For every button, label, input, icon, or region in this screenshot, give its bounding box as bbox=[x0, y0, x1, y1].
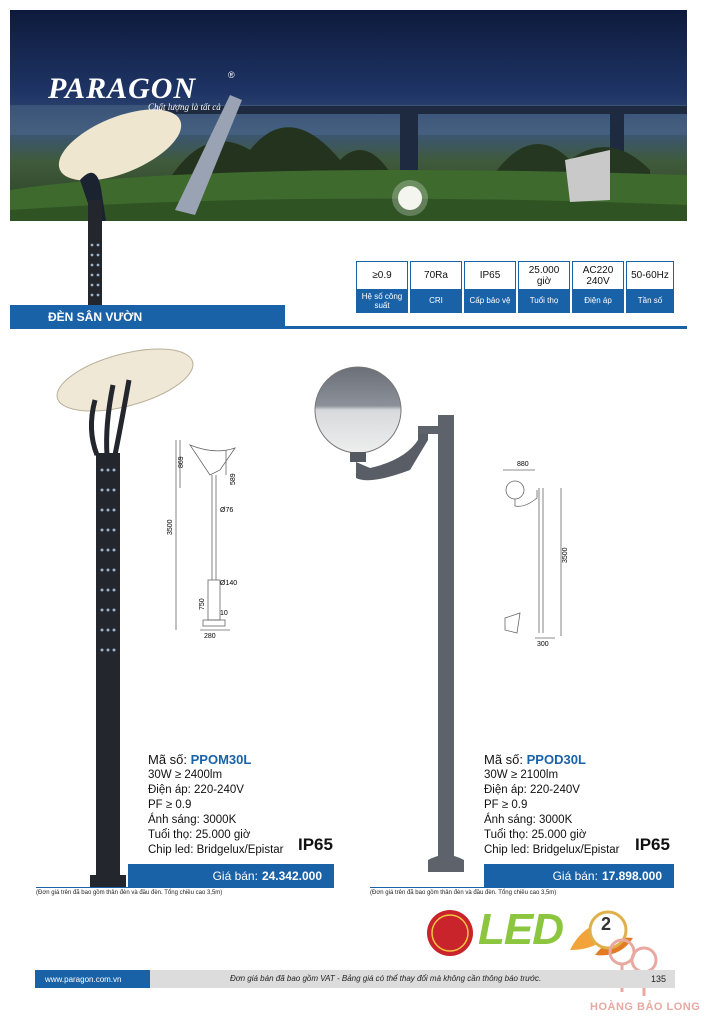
dim-label: 750 bbox=[199, 598, 206, 610]
spec-line: Chip led: Bridgelux/Epistar bbox=[148, 844, 284, 856]
spec-line: Chip led: Bridgelux/Epistar bbox=[484, 844, 620, 856]
hero-photo bbox=[10, 10, 687, 221]
footer-website[interactable] bbox=[35, 970, 150, 988]
spec-protection bbox=[464, 261, 516, 313]
category-title: ĐÈN SÂN VƯỜN bbox=[48, 310, 143, 324]
dim-label: 3500 bbox=[562, 547, 569, 563]
spec-value: 50-60Hz bbox=[627, 262, 673, 289]
price-label: Giá bán: bbox=[212, 869, 258, 883]
spec-line: Tuổi thọ: 25.000 giờ bbox=[484, 829, 587, 841]
dim-label: 880 bbox=[517, 461, 529, 468]
price-rule bbox=[36, 887, 334, 888]
category-rule bbox=[10, 326, 687, 329]
price-value: 17.898.000 bbox=[601, 869, 662, 883]
spec-label: Tần số bbox=[627, 289, 673, 312]
ip-rating: IP65 bbox=[635, 835, 670, 854]
dimension-diagram-ppom30l bbox=[160, 440, 260, 640]
product-code-ppod30l bbox=[484, 752, 586, 767]
dim-label: 300 bbox=[537, 641, 549, 648]
spec-line: Ánh sáng: 3000K bbox=[484, 814, 573, 826]
spec-line: Tuổi thọ: 25.000 giờ bbox=[148, 829, 251, 841]
spec-label: Hệ số công suất bbox=[357, 289, 407, 312]
watermark-text: HOÀNG BẢO LONG bbox=[590, 1001, 701, 1013]
code-label: Mã số: bbox=[148, 752, 188, 767]
price-label: Giá bán: bbox=[552, 869, 598, 883]
spec-line: 30W ≥ 2400lm bbox=[148, 769, 223, 781]
dim-label: 589 bbox=[230, 473, 237, 485]
dimension-diagram-ppod30l bbox=[495, 458, 585, 648]
spec-line: 30W ≥ 2100lm bbox=[484, 769, 559, 781]
spec-line: PF ≥ 0.9 bbox=[484, 799, 528, 811]
spec-line: Điện áp: 220-240V bbox=[148, 784, 244, 796]
price-bar bbox=[484, 864, 674, 888]
code-label: Mã số: bbox=[484, 752, 524, 767]
price-bar bbox=[128, 864, 334, 888]
code-value: PPOM30L bbox=[190, 752, 252, 767]
spec-label: Cấp bảo vệ bbox=[465, 289, 515, 312]
footer-note: Đơn giá bán đã bao gồm VAT - Bảng giá có thể thay đổi mà không cần thông báo trước. bbox=[230, 974, 542, 983]
lamp-pole-top bbox=[60, 200, 150, 320]
spec-cri bbox=[410, 261, 462, 313]
dim-label: 280 bbox=[204, 633, 216, 640]
spec-label: CRI bbox=[411, 289, 461, 312]
spec-value: IP65 bbox=[465, 262, 515, 289]
lifetime-badge-icon bbox=[422, 908, 478, 958]
spec-power-factor bbox=[356, 261, 408, 313]
dim-label: Ø140 bbox=[220, 580, 238, 587]
brand-logo: PARAGON bbox=[48, 72, 197, 105]
spec-label: Tuổi thọ bbox=[519, 289, 569, 312]
spec-value: 70Ra bbox=[411, 262, 461, 289]
price-note: (Đơn giá trên đã bao gồm thân đèn và đầu đèn. Tổng chiều cao 3,5m) bbox=[36, 890, 223, 896]
product-code-ppom30l bbox=[148, 752, 251, 767]
led-logo: LED bbox=[478, 905, 563, 954]
spec-frequency bbox=[626, 261, 674, 313]
website-link[interactable]: www.paragon.com.vn bbox=[45, 974, 122, 984]
spec-line: Ánh sáng: 3000K bbox=[148, 814, 237, 826]
price-value: 24.342.000 bbox=[261, 869, 322, 883]
spec-line: Điện áp: 220-240V bbox=[484, 784, 580, 796]
spec-value: AC220 240V bbox=[573, 262, 623, 289]
spec-label: Điện áp bbox=[573, 289, 623, 312]
page-number: 135 bbox=[651, 974, 667, 984]
spec-value: ≥0.9 bbox=[357, 262, 407, 289]
dim-label: 869 bbox=[178, 456, 185, 468]
spec-value: 25.000 giờ bbox=[519, 262, 569, 289]
dim-label: 10 bbox=[220, 610, 228, 617]
brand-slogan: Chất lượng là tất cả bbox=[148, 102, 221, 112]
price-rule bbox=[370, 887, 674, 888]
watermark-logo-icon bbox=[600, 930, 670, 1000]
spec-line: PF ≥ 0.9 bbox=[148, 799, 192, 811]
registered-mark: ® bbox=[228, 70, 235, 80]
spec-voltage bbox=[572, 261, 624, 313]
code-value: PPOD30L bbox=[526, 752, 586, 767]
spec-lifetime bbox=[518, 261, 570, 313]
price-note: (Đơn giá trên đã bao gồm thân đèn và đầu đèn. Tổng chiều cao 3,5m) bbox=[370, 890, 557, 896]
ip-rating: IP65 bbox=[298, 835, 333, 854]
warranty-years: 2 bbox=[601, 914, 612, 934]
dim-label: 3500 bbox=[167, 519, 174, 535]
dim-label: Ø76 bbox=[220, 507, 234, 514]
hero-banner bbox=[10, 10, 687, 221]
